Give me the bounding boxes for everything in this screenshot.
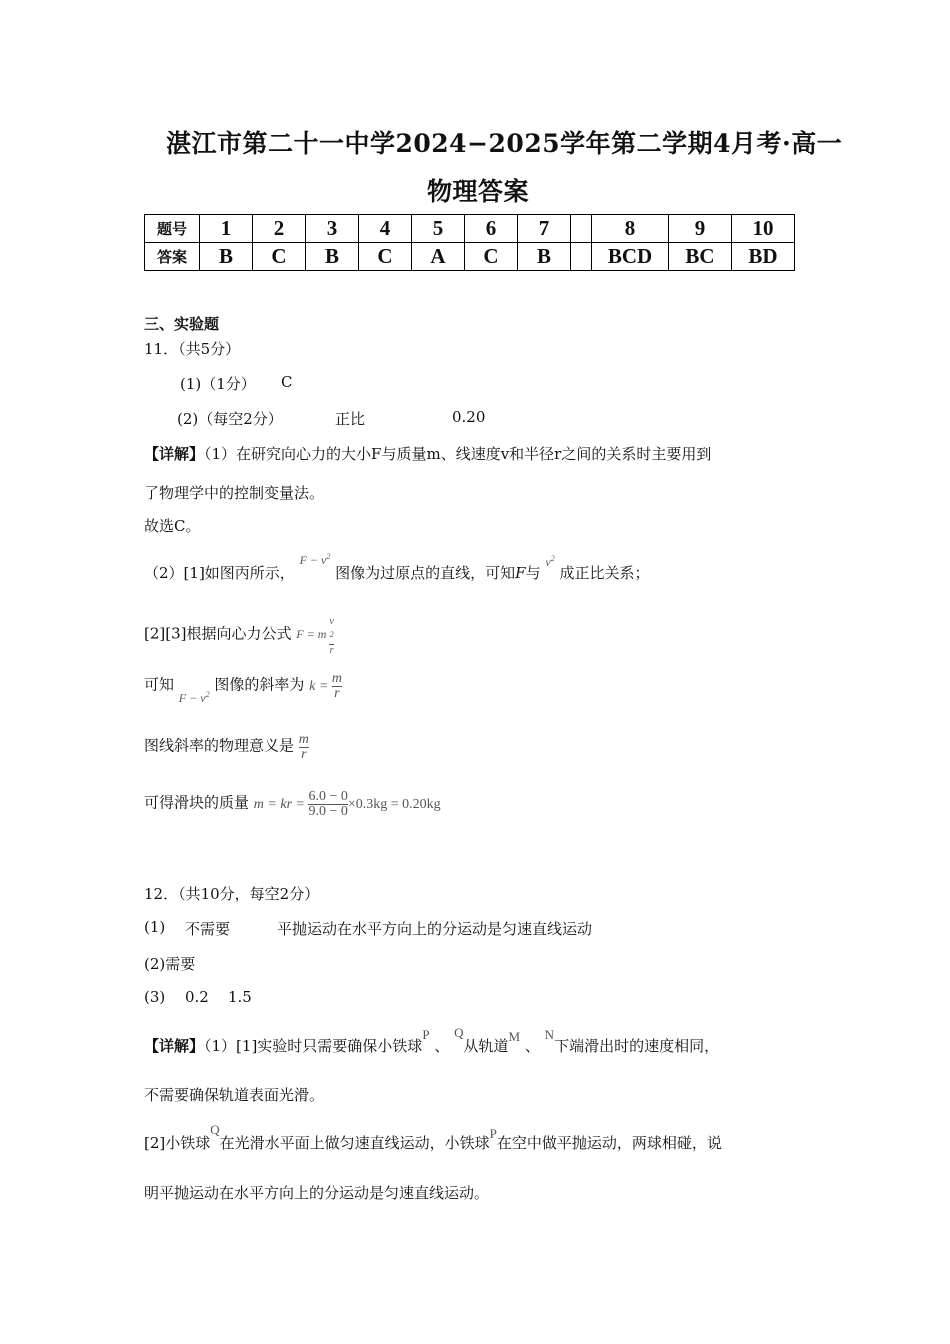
- mass-denominator: 9.0 − 0: [308, 804, 348, 819]
- sym-Q: Q: [210, 1122, 220, 1137]
- title-line-2: 物理答案: [427, 177, 530, 206]
- answer-cell: BC: [669, 243, 732, 271]
- q12-answer-2: (2)需要: [144, 955, 196, 973]
- text: 与: [525, 564, 541, 582]
- q11-detail-line-2: 了物理学中的控制变量法。: [144, 484, 325, 502]
- formula-centripetal: [296, 616, 334, 657]
- sym-P: P: [422, 1027, 430, 1042]
- text: 图像的斜率为: [214, 675, 305, 694]
- question-number: 8: [592, 215, 669, 243]
- answer-table-answer-row: [145, 243, 795, 271]
- formula-meaning: [298, 732, 309, 762]
- sym-v: v: [321, 553, 327, 567]
- table-header-label: 题号: [145, 215, 200, 243]
- title-line-1: 湛江市第二十一中学2024−2025学年第二学期4月考·高一: [166, 129, 843, 158]
- text: 、: [434, 1037, 450, 1055]
- question-number: 3: [306, 215, 359, 243]
- table-answer-label: 答案: [145, 243, 200, 271]
- formula-v2: v2: [545, 554, 555, 569]
- formula-F-v2: F − v2: [299, 552, 331, 567]
- q12-answer-1-label: (1): [144, 918, 166, 936]
- fraction: [308, 790, 347, 819]
- answer-cell: B: [200, 243, 253, 271]
- q12-answer-3-value-2: 1.5: [228, 988, 252, 1006]
- q11-heading: 11．（共5分）: [144, 340, 241, 358]
- q12-heading: 12．（共10分，每空2分）: [144, 885, 320, 903]
- question-number: 4: [359, 215, 412, 243]
- sym-Q: Q: [454, 1025, 464, 1040]
- sym-r: r: [334, 686, 340, 701]
- question-number: 6: [465, 215, 518, 243]
- sym-M: M: [508, 1029, 521, 1044]
- formula-F-v2: F − v2: [178, 689, 210, 705]
- sym-N: N: [544, 1027, 555, 1042]
- sym-F-eq: F = m: [296, 627, 327, 642]
- text: 在空中做平抛运动，两球相碰，说: [496, 1134, 722, 1152]
- q11-detail-line-1: [144, 443, 711, 464]
- text: [2]小铁球: [144, 1134, 211, 1152]
- detail-tag: 【详解】: [144, 1037, 205, 1055]
- sym-F: F: [515, 564, 526, 582]
- fraction: [332, 672, 342, 701]
- sym-F: F: [178, 690, 187, 705]
- formula-mass: [253, 789, 441, 819]
- q12-answer-3-label: (3): [144, 988, 166, 1006]
- q11-part1-label: (1)（1分）: [180, 375, 256, 393]
- text: 、: [524, 1037, 540, 1055]
- sym-k-eq: k =: [309, 678, 329, 694]
- q12-detail-1b: 不需要确保轨道表面光滑。: [144, 1086, 325, 1104]
- question-number: 7: [518, 215, 571, 243]
- sym-v: v: [329, 616, 334, 627]
- answer-cell: C: [359, 243, 412, 271]
- q11-detail-6: [144, 790, 441, 819]
- question-number: 10: [732, 215, 795, 243]
- q12-answer-1-value-2: 平抛运动在水平方向上的分运动是匀速直线运动: [277, 920, 593, 938]
- sym-r: r: [329, 645, 334, 657]
- q11-part2-answer-2: 0.20: [452, 408, 486, 426]
- sym-r: r: [301, 747, 307, 762]
- sym-v: v: [200, 690, 206, 705]
- q11-part1-answer: C: [281, 373, 293, 391]
- q11-detail-5: [144, 733, 309, 762]
- sym-m: m: [331, 671, 342, 686]
- q12-detail-2b: 明平抛运动在水平方向上的分运动是匀速直线运动。: [144, 1184, 490, 1202]
- answer-table: [144, 214, 795, 271]
- text: （2）[1]如图丙所示，: [144, 564, 295, 582]
- text: 在光滑水平面上做匀速直线运动，小铁球: [219, 1134, 490, 1152]
- question-number: 2: [253, 215, 306, 243]
- detail-text: （1）在研究向心力的大小F与质量m、线速度v和半径r之间的关系时主要用到: [204, 445, 712, 463]
- q12-answer-1-value-1: 不需要: [185, 920, 231, 938]
- text: 图线斜率的物理意义是: [144, 736, 295, 755]
- fraction: [299, 733, 309, 762]
- sym-m: m: [298, 732, 309, 747]
- text: 可知: [144, 675, 175, 694]
- q12-detail-1: [144, 1025, 720, 1056]
- answer-cell: B: [518, 243, 571, 271]
- sym-F: F: [299, 553, 307, 567]
- question-number: 5: [412, 215, 465, 243]
- question-number: 9: [669, 215, 732, 243]
- answer-cell: BCD: [592, 243, 669, 271]
- text: 成正比关系；: [559, 564, 650, 582]
- q11-detail-2: [144, 552, 650, 583]
- q11-detail-4: [144, 671, 342, 705]
- spacer-cell: [571, 243, 592, 271]
- text: [2][3]根据向心力公式: [144, 624, 292, 643]
- q12-answer-3-value-1: 0.2: [185, 988, 209, 1006]
- q11-choose: 故选C。: [144, 517, 201, 535]
- detail-tag: 【详解】: [144, 445, 205, 463]
- sym-m-eq: m = kr =: [253, 796, 305, 812]
- q11-part2-answer-1: 正比: [335, 410, 366, 428]
- text: 下端滑出时的速度相同，: [554, 1037, 720, 1055]
- text: 可得滑块的质量: [144, 793, 250, 812]
- answer-cell: C: [465, 243, 518, 271]
- answer-cell: BD: [732, 243, 795, 271]
- q12-detail-2: [144, 1122, 722, 1153]
- mass-numerator: 6.0 − 0: [308, 789, 348, 804]
- sym-v: v: [545, 555, 551, 569]
- fraction: v $^2$ r: [329, 616, 334, 657]
- section-heading: 三、实验题: [144, 315, 220, 333]
- sym-P: P: [489, 1126, 497, 1141]
- answer-cell: B: [306, 243, 359, 271]
- answer-cell: C: [253, 243, 306, 271]
- answer-cell: A: [412, 243, 465, 271]
- mass-expression-tail: ×0.3kg = 0.20kg: [347, 796, 441, 812]
- text: （1）[1]实验时只需要确保小铁球: [204, 1037, 423, 1055]
- question-number: 1: [200, 215, 253, 243]
- formula-slope: [309, 671, 342, 701]
- spacer-cell: [571, 215, 592, 243]
- q11-part2-label: (2)（每空2分）: [177, 410, 283, 428]
- answer-table-header-row: [145, 215, 795, 243]
- q11-detail-3: [144, 615, 334, 656]
- text: 图像为过原点的直线，可知: [335, 564, 516, 582]
- text: 从轨道: [463, 1037, 509, 1055]
